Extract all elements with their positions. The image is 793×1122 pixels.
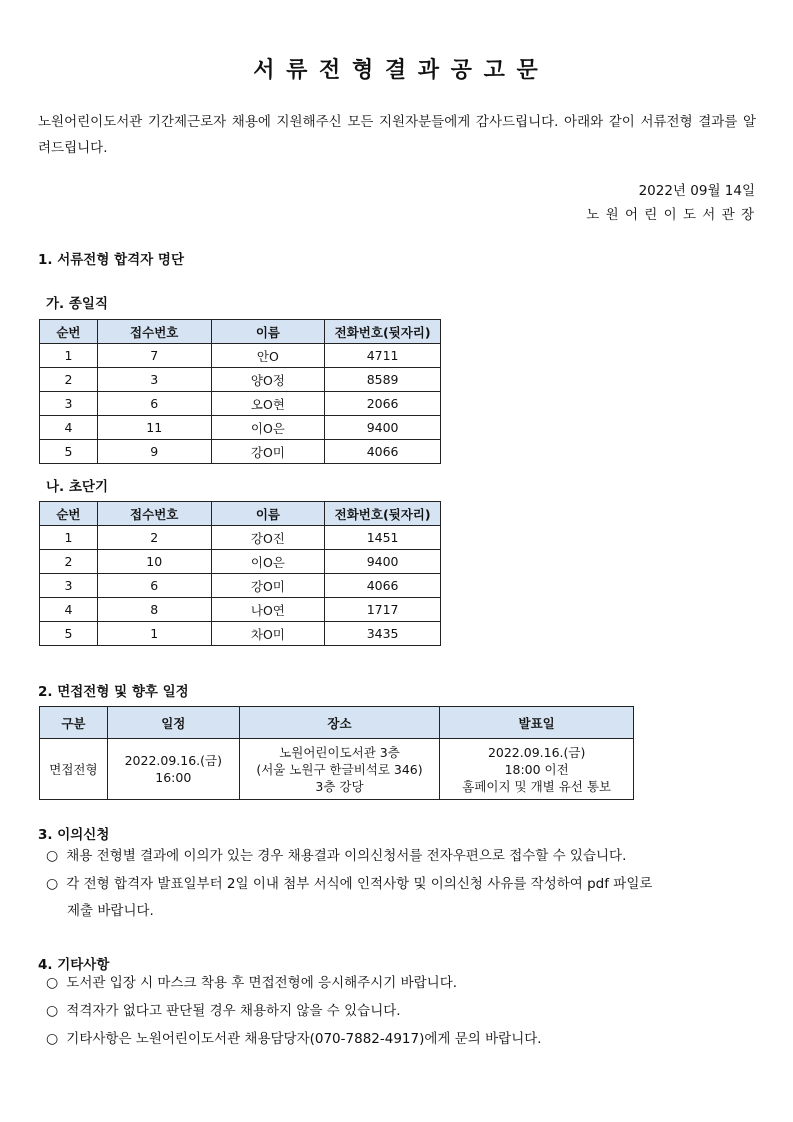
intro-paragraph: 노원어린이도서관 기간제근로자 채용에 지원해주신 모든 지원자분들에게 감사드립니다. 아래와 같이 서류전형 결과를 알려드립니다. bbox=[38, 114, 756, 156]
section-4-heading: 4. 기타사항 bbox=[38, 957, 110, 973]
cell: 1 bbox=[40, 344, 98, 368]
cell: 2 bbox=[40, 368, 98, 392]
list-item-text: 각 전형 합격자 발표일부터 2일 이내 첨부 서식에 인적사항 및 이의신청 사유를 작성하여 pdf 파일로 bbox=[66, 876, 653, 892]
bullet-icon: ○ bbox=[46, 848, 59, 864]
cell: 3 bbox=[97, 368, 211, 392]
cell-type: 면접전형 bbox=[40, 739, 108, 800]
cell: 5 bbox=[40, 622, 98, 646]
cell: 오O현 bbox=[211, 392, 325, 416]
section-3-heading: 3. 이의신청 bbox=[38, 827, 110, 843]
cell: 1 bbox=[97, 622, 211, 646]
cell: 4 bbox=[40, 416, 98, 440]
cell: 1451 bbox=[325, 526, 441, 550]
cell: 2 bbox=[97, 526, 211, 550]
table-row bbox=[40, 550, 441, 574]
announce-line: 18:00 이전 bbox=[504, 761, 569, 777]
cell: 10 bbox=[97, 550, 211, 574]
cell-announce bbox=[440, 739, 634, 800]
cell: 1717 bbox=[325, 598, 441, 622]
table-row bbox=[40, 739, 634, 800]
col-header-receipt: 접수번호 bbox=[97, 502, 211, 526]
table-row bbox=[40, 344, 441, 368]
table-row bbox=[40, 440, 441, 464]
list-item bbox=[46, 1026, 542, 1053]
cell: 양O정 bbox=[211, 368, 325, 392]
cell: 이O은 bbox=[211, 550, 325, 574]
table-row bbox=[40, 622, 441, 646]
table-row bbox=[40, 598, 441, 622]
cell: 이O은 bbox=[211, 416, 325, 440]
place-line: (서울 노원구 한글비석로 346) bbox=[256, 761, 423, 777]
table-row bbox=[40, 368, 441, 392]
col-header-type: 구분 bbox=[40, 707, 108, 739]
col-header-phone: 전화번호(뒷자리) bbox=[325, 502, 441, 526]
table-header-row bbox=[40, 320, 441, 344]
notice-date: 2022년 09월 14일 bbox=[638, 183, 755, 199]
table-header-row bbox=[40, 502, 441, 526]
cell: 4066 bbox=[325, 574, 441, 598]
cell: 6 bbox=[97, 392, 211, 416]
cell: 3 bbox=[40, 392, 98, 416]
bullet-icon: ○ bbox=[46, 1003, 59, 1019]
table-row bbox=[40, 574, 441, 598]
col-header-schedule: 일정 bbox=[107, 707, 239, 739]
col-header-announce: 발표일 bbox=[440, 707, 634, 739]
table-row bbox=[40, 392, 441, 416]
page-title: 서 류 전 형 결 과 공 고 문 bbox=[253, 58, 540, 83]
cell: 6 bbox=[97, 574, 211, 598]
cell: 8 bbox=[97, 598, 211, 622]
col-header-name: 이름 bbox=[211, 502, 325, 526]
col-header-place: 장소 bbox=[239, 707, 440, 739]
col-header-no: 순번 bbox=[40, 502, 98, 526]
cell: 5 bbox=[40, 440, 98, 464]
list-item-text: 채용 전형별 결과에 이의가 있는 경우 채용결과 이의신청서를 전자우편으로 접수할 수 있습니다. bbox=[66, 848, 627, 864]
interview-schedule-table bbox=[39, 706, 634, 800]
section-1-heading: 1. 서류전형 합격자 명단 bbox=[38, 252, 184, 268]
place-line: 노원어린이도서관 3층 bbox=[279, 744, 400, 760]
announce-line: 홈페이지 및 개별 유선 통보 bbox=[462, 778, 611, 794]
cell: 3435 bbox=[325, 622, 441, 646]
table-row bbox=[40, 416, 441, 440]
group-fulltime-label: 가. 종일직 bbox=[46, 296, 108, 312]
cell: 강O미 bbox=[211, 440, 325, 464]
bullet-icon: ○ bbox=[46, 1031, 59, 1047]
list-item-text: 도서관 입장 시 마스크 착용 후 면접전형에 응시해주시기 바랍니다. bbox=[66, 975, 458, 991]
schedule-time: 16:00 bbox=[155, 770, 192, 785]
shortterm-table bbox=[39, 501, 441, 646]
cell: 나O연 bbox=[211, 598, 325, 622]
group-shortterm-label: 나. 초단기 bbox=[46, 479, 108, 495]
schedule-date: 2022.09.16.(금) bbox=[124, 753, 222, 768]
list-item bbox=[46, 970, 457, 997]
list-item-text: 제출 바랍니다. bbox=[67, 903, 154, 919]
col-header-receipt: 접수번호 bbox=[97, 320, 211, 344]
col-header-name: 이름 bbox=[211, 320, 325, 344]
cell: 4711 bbox=[325, 344, 441, 368]
bullet-icon: ○ bbox=[46, 876, 59, 892]
place-line: 3층 강당 bbox=[315, 778, 364, 794]
cell: 9400 bbox=[325, 550, 441, 574]
list-item-continuation bbox=[67, 898, 154, 925]
signer: 노 원 어 린 이 도 서 관 장 bbox=[586, 207, 755, 223]
cell: 8589 bbox=[325, 368, 441, 392]
list-item bbox=[46, 843, 626, 870]
cell: 11 bbox=[97, 416, 211, 440]
cell: 강O미 bbox=[211, 574, 325, 598]
cell: 강O진 bbox=[211, 526, 325, 550]
table-header-row bbox=[40, 707, 634, 739]
cell: 2066 bbox=[325, 392, 441, 416]
cell: 9400 bbox=[325, 416, 441, 440]
cell-place bbox=[239, 739, 440, 800]
fulltime-table bbox=[39, 319, 441, 464]
list-item bbox=[46, 998, 401, 1025]
table-row bbox=[40, 526, 441, 550]
col-header-phone: 전화번호(뒷자리) bbox=[325, 320, 441, 344]
cell: 9 bbox=[97, 440, 211, 464]
cell: 1 bbox=[40, 526, 98, 550]
cell: 안O bbox=[211, 344, 325, 368]
cell-schedule bbox=[107, 739, 239, 800]
bullet-icon: ○ bbox=[46, 975, 59, 991]
col-header-no: 순번 bbox=[40, 320, 98, 344]
list-item-text: 적격자가 없다고 판단될 경우 채용하지 않을 수 있습니다. bbox=[66, 1003, 401, 1019]
cell: 4 bbox=[40, 598, 98, 622]
section-2-heading: 2. 면접전형 및 향후 일정 bbox=[38, 684, 189, 700]
cell: 4066 bbox=[325, 440, 441, 464]
announce-line: 2022.09.16.(금) bbox=[487, 744, 586, 760]
cell: 7 bbox=[97, 344, 211, 368]
list-item-text: 기타사항은 노원어린이도서관 채용담당자(070-7882-4917)에게 문의 바랍니다. bbox=[66, 1031, 542, 1047]
cell: 차O미 bbox=[211, 622, 325, 646]
cell: 3 bbox=[40, 574, 98, 598]
cell: 2 bbox=[40, 550, 98, 574]
list-item bbox=[46, 871, 652, 898]
